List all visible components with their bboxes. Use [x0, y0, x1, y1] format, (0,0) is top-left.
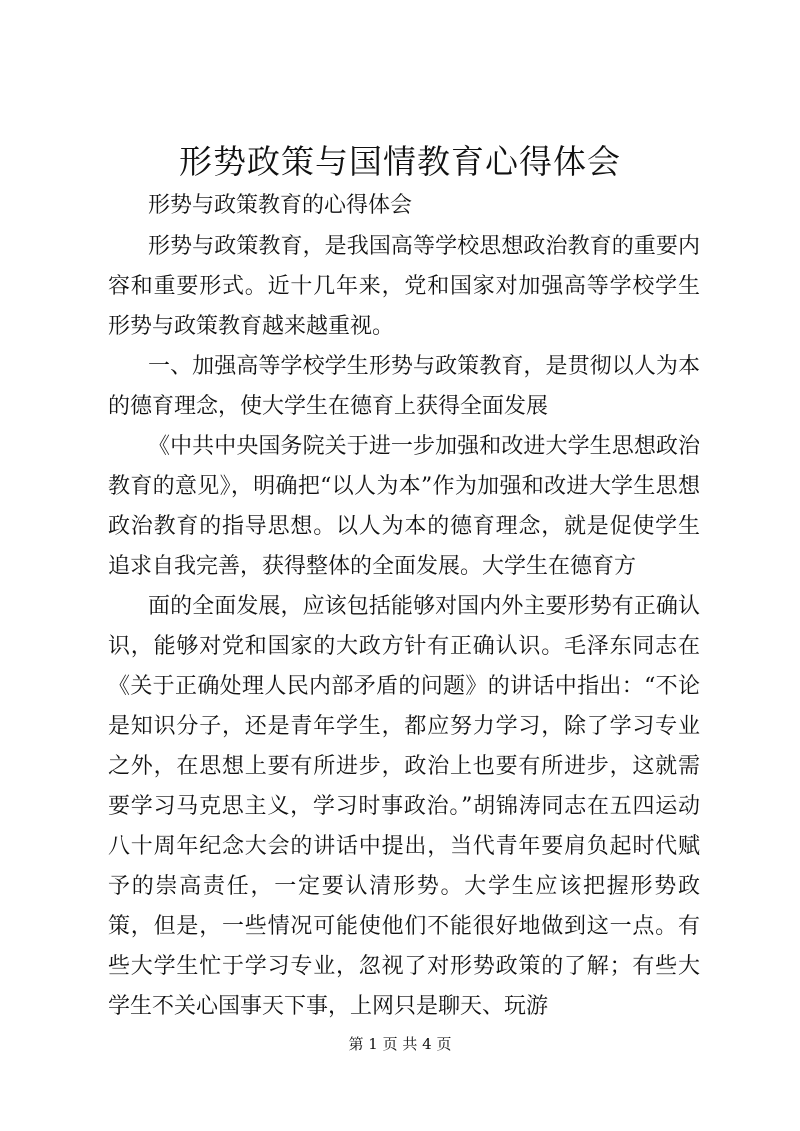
page-number-footer: 第 1 页 共 4 页 — [348, 1035, 452, 1053]
document-body — [108, 186, 700, 1027]
paragraph-section-heading: 一、加强高等学校学生形势与政策教育，是贯彻以人为本的德育理念，使大学生在德育上获得全面发展 — [108, 354, 700, 419]
document-title: 形势政策与国情教育心得体会 — [179, 142, 621, 181]
paragraph-intro: 形势与政策教育，是我国高等学校思想政治教育的重要内容和重要形式。近十几年来，党和国家对加强高等学校学生形势与政策教育越来越重视。 — [108, 234, 700, 339]
paragraph-opinion: 《中共中央国务院关于进一步加强和改进大学生思想政治教育的意见》，明确把“以人为本”作为加强和改进大学生思想政治教育的指导思想。以人为本的德育理念，就是促使学生追求自我完善，获得整体的全面发展。大学生在德育方 — [108, 434, 700, 579]
document-subtitle: 形势与政策教育的心得体会 — [148, 193, 413, 218]
paragraph-development: 面的全面发展，应该包括能够对国内外主要形势有正确认识，能够对党和国家的大政方针有正确认识。毛泽东同志在《关于正确处理人民内部矛盾的问题》的讲话中指出：“不论是知识分子，还是青年学生，都应努力学习，除了学习专业之外，在思想上要有所进步，政治上也要有所进步，这就需要学习马克思主义，学习时事政治。”胡锦涛同志在五四运动八十周年纪念大会的讲话中提出，当代青年要肩负起时代赋予的崇高责任，一定要认清形势。大学生应该把握形势政策，但是，一些情况可能使他们不能很好地做到这一点。有些大学生忙于学习专业，忽视了对形势政策的了解；有些大学生不关心国事天下事，上网只是聊天、玩游 — [108, 594, 700, 1019]
